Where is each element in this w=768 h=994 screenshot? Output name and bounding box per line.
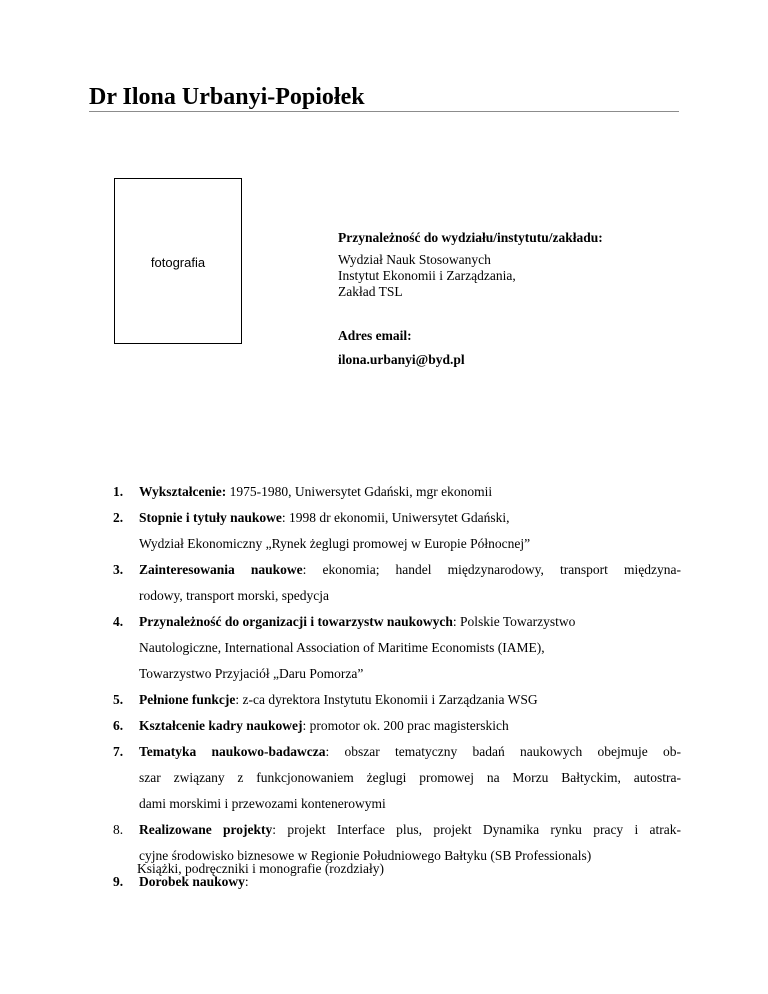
affiliation-line: Zakład TSL: [338, 284, 403, 299]
item-text: szar związany z funkcjonowaniem żeglugi promowej na Morzu Bałtyckim, autostra-: [139, 770, 681, 785]
list-item: [113, 557, 681, 609]
item-number: 7.: [113, 744, 124, 759]
list-item: [113, 713, 681, 739]
item-term: Stopnie i tytuły naukowe: [139, 510, 282, 525]
photo-placeholder: [114, 178, 242, 344]
cv-list: [113, 479, 681, 895]
list-item: [113, 687, 681, 713]
item-term: Wykształcenie:: [139, 484, 227, 499]
contact-info: [338, 230, 603, 368]
affiliation-line: Wydział Nauk Stosowanych: [338, 252, 491, 267]
item-term: Zainteresowania naukowe: [139, 562, 303, 577]
list-item: [113, 609, 681, 687]
item-text: : z-ca dyrektora Instytutu Ekonomii i Zarządzania WSG: [235, 692, 538, 707]
item-number: 1.: [113, 484, 124, 499]
item-number: 6.: [113, 718, 124, 733]
item-text: :: [244, 874, 249, 889]
item-term: Tematyka naukowo-badawcza: [139, 744, 326, 759]
item-text: rodowy, transport morski, spedycja: [139, 588, 329, 603]
item-text: Nautologiczne, International Association of Maritime Economists (IAME),: [139, 640, 545, 655]
item-term: Pełnione funkcje: [139, 692, 236, 707]
list-item: [113, 739, 681, 817]
item-term: Realizowane projekty: [139, 822, 273, 837]
item-number: 8.: [113, 822, 124, 837]
item-text: : 1998 dr ekonomii, Uniwersytet Gdański,: [281, 510, 510, 525]
item-number: 4.: [113, 614, 124, 629]
item-text: cyjne środowisko biznesowe w Regionie Południowego Bałtyku (SB Professionals): [139, 848, 592, 863]
item-text: dami morskimi i przewozami kontenerowymi: [139, 796, 386, 811]
item-number: 2.: [113, 510, 124, 525]
email-value: ilona.urbanyi@byd.pl: [338, 352, 465, 367]
list-item: [113, 505, 681, 557]
item-term: Kształcenie kadry naukowej: [139, 718, 303, 733]
item-text: : Polskie Towarzystwo: [452, 614, 576, 629]
page-title: Dr Ilona Urbanyi-Popiołek: [89, 84, 365, 110]
item-text: Wydział Ekonomiczny „Rynek żeglugi promowej w Europie Północnej”: [139, 536, 531, 551]
affiliation-label: Przynależność do wydziału/instytutu/zakładu:: [338, 230, 603, 245]
item-text: : projekt Interface plus, projekt Dynamika rynku pracy i atrak-: [272, 822, 682, 837]
photo-label: fotografia: [150, 255, 206, 270]
item-text: : obszar tematyczny badań naukowych obejmuje ob-: [325, 744, 682, 759]
title-divider: [89, 111, 679, 112]
item-number: 3.: [113, 562, 124, 577]
email-label: Adres email:: [338, 328, 412, 343]
list-item: [113, 479, 681, 505]
item-number: 9.: [113, 874, 124, 889]
books-subheading: Książki, podręczniki i monografie (rozdziały): [137, 861, 385, 876]
affiliation-line: Instytut Ekonomii i Zarządzania,: [338, 268, 516, 283]
item-term: Dorobek naukowy: [139, 874, 245, 889]
item-text: 1975-1980, Uniwersytet Gdański, mgr ekonomii: [226, 484, 493, 499]
item-text: : ekonomia; handel międzynarodowy, transport międzyna-: [302, 562, 681, 577]
item-number: 5.: [113, 692, 124, 707]
item-term: Przynależność do organizacji i towarzystw naukowych: [139, 614, 453, 629]
item-text: Towarzystwo Przyjaciół „Daru Pomorza”: [139, 666, 364, 681]
item-text: : promotor ok. 200 prac magisterskich: [302, 718, 509, 733]
